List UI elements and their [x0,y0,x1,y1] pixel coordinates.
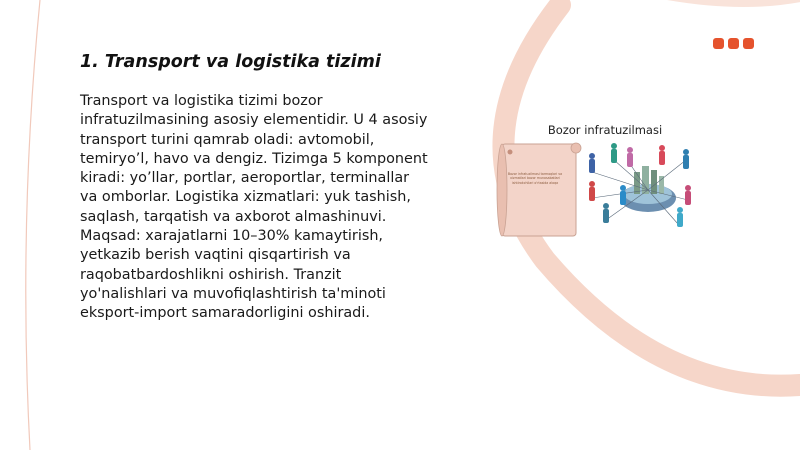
scroll-icon [497,143,581,236]
slide-title: 1. Transport va logistika tizimi [80,52,381,72]
dot [743,38,754,49]
slide-body-text: Transport va logistika tizimi bozor infratuzilmasining asosiy elementidir. U 4 asosiy transport turini qamrab oladi: avtomobil, temiryo’l, havo va dengiz. Tizimga 5 komponent kiradi: yo’llar, portlar, aeroportlar, terminallar va omborlar. Logistika xizmatlari: yuk tashish, saqlash, tarqatish va axborot almashinuvi. Maqsad: xarajatlarni 10–30% kamaytirish, yetkazib berish vaqtini qisqartirish va raqobatbardoshlikni oshirish. Tranzit yo'nalishlari va muvofiqlashtirish ta'minoti eksport-import samaradorligini oshiradi. [80,93,428,322]
dot [713,38,724,49]
left-edge-arc [26,0,40,450]
people-network-icon [589,143,691,227]
three-dots-icon [713,38,757,52]
scroll-text: Bozor infratuzilmasi tarmoqlari va xizmatlari bozor munosabatlari ishtirokchilari o'rtasida aloqa [507,172,563,185]
dot [728,38,739,49]
figure-caption: Bozor infratuzilmasi [547,123,663,137]
infrastructure-illustration [488,140,708,240]
